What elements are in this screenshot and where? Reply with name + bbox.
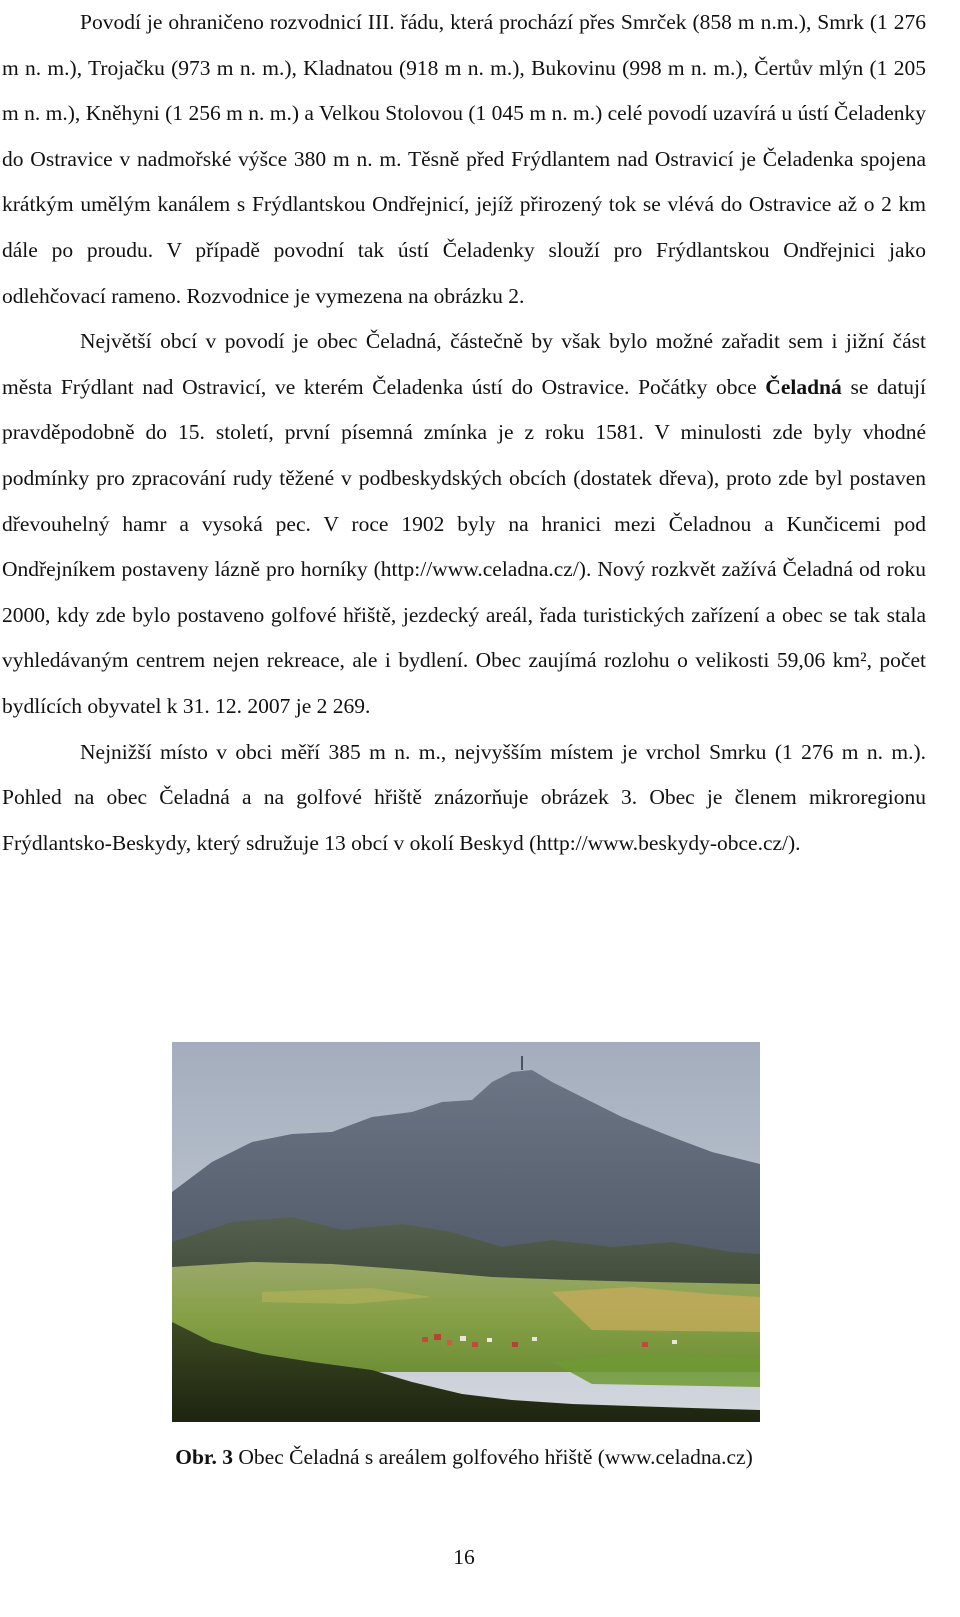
paragraph-watershed — [2, 0, 926, 319]
paragraph-text: se datují pravděpodobně do 15. století, první písemná zmínka je z roku 1581. V minulosti zde byly vhodné podmínky pro zpracování rudy těžené v podbeskydských obcích (dostatek dřeva), proto zde byl postaven dřevouhelný hamr a vysoká pec. V roce 1902 byly na hranici mezi Čeladnou a Kunčicemi pod Ondřejníkem postaveny lázně pro horníky (http://www.celadna.cz/). Nový rozkvět zažívá Čeladná od roku 2000, kdy zde bylo postaveno golfové hřiště, jezdecký areál, řada turistických zařízení a obec se tak stala vyhledávaným centrem nejen rekreace, ale i bydlení. Obec zaujímá rozlohu o velikosti 59,06 km², počet bydlících obyvatel k 31. 12. 2007 je 2 269. — [2, 374, 926, 718]
landscape-photo — [172, 1042, 760, 1422]
paragraph-text: Nejnižší místo v obci měří 385 m n. m., nejvyšším místem je vrchol Smrku (1 276 m n. m.). Pohled na obec Čeladná a na golfové hřiště znázorňuje obrázek 3. Obec je členem mikroregionu Frýdlantsko-Beskydy, který sdružuje 13 obcí v okolí Beskyd (http://www.beskydy-obce.cz/). — [2, 739, 926, 855]
summit-tower — [521, 1056, 523, 1070]
landscape-illustration — [172, 1042, 760, 1422]
figure-caption-text: Obec Čeladná s areálem golfového hřiště (www.celadna.cz) — [233, 1445, 753, 1469]
figure-label: Obr. 3 — [175, 1445, 233, 1469]
paragraph-elevation — [2, 730, 926, 867]
paragraph-text: Povodí je ohraničeno rozvodnicí III. řádu, která prochází přes Smrček (858 m n.m.), Smrk (1 276 m n. m.), Trojačku (973 m n. m.), Kladnatou (918 m n. m.), Bukovinu (998 m n. m.), Čertův mlýn (1 205 m n. m.), Kněhyni (1 256 m n. m.) a Velkou Stolovou (1 045 m n. m.) celé povodí uzavírá u ústí Čeladenky do Ostravice v nadmořské výšce 380 m n. m. Těsně před Frýdlantem nad Ostravicí je Čeladenka spojena krátkým umělým kanálem s Frýdlantskou Ondřejnicí, jejíž přirozený tok se vlévá do Ostravice až o 2 km dále po proudu. V případě povodní tak ústí Čeladenky slouží pro Frýdlantskou Ondřejnici jako odlehčovací rameno. Rozvodnice je vymezena na obrázku 2. — [2, 10, 926, 308]
paragraph-text: Největší obcí v povodí je obec Čeladná, částečně by však bylo možné zařadit sem i jižní část města Frýdlant nad Ostravicí, ve kterém Čeladenka ústí do Ostravice. Počátky obce — [2, 329, 926, 399]
page-number: 16 — [453, 1545, 475, 1569]
bold-term-celadna: Čeladná — [765, 374, 842, 399]
figure-caption — [0, 1442, 928, 1472]
paragraph-celadna-history — [2, 319, 926, 729]
body-text — [2, 0, 926, 866]
